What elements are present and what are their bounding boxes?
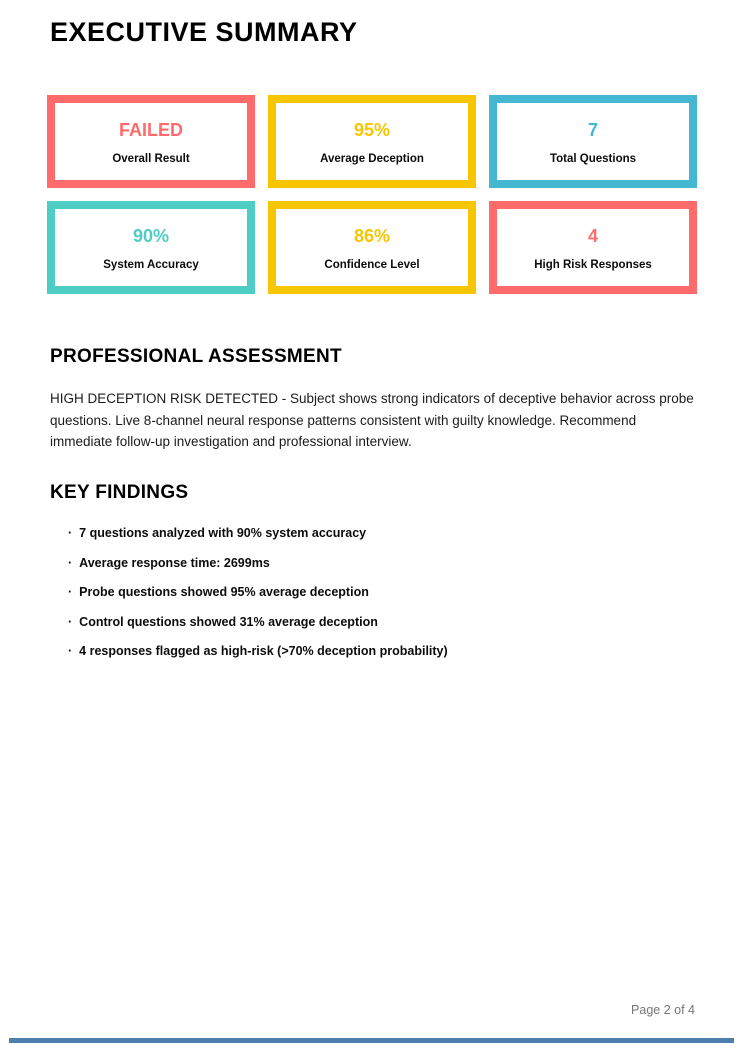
card-value: 95% — [353, 120, 391, 140]
key-findings-section — [50, 483, 696, 675]
page-boundary-bar — [9, 1038, 734, 1043]
summary-card-overall-result — [47, 95, 255, 188]
key-finding-item — [68, 557, 696, 570]
key-finding-item — [68, 586, 696, 599]
professional-assessment-heading: PROFESSIONAL ASSESSMENT — [50, 346, 342, 367]
key-finding-item — [68, 616, 696, 629]
card-label: Overall Result — [112, 153, 190, 165]
professional-assessment-section — [50, 347, 696, 453]
card-value: 4 — [587, 226, 598, 246]
summary-cards-grid — [47, 95, 697, 294]
assessment-paragraph: HIGH DECEPTION RISK DETECTED - Subject shows strong indicators of deceptive behavior across probe questions. Live 8-channel neural response patterns consistent with guilty knowledge. Recommend immediate follow-up investigation and professional interview. — [50, 391, 694, 449]
page-number: Page 2 of 4 — [631, 1003, 695, 1017]
bullet-dot: · — [68, 644, 73, 658]
key-finding-text: 7 questions analyzed with 90% system accuracy — [79, 526, 367, 540]
bullet-dot: · — [68, 614, 73, 629]
summary-card-confidence-level — [268, 201, 476, 294]
summary-card-system-accuracy — [47, 201, 255, 294]
card-label: Total Questions — [549, 153, 637, 165]
card-label: Average Deception — [320, 153, 424, 165]
summary-card-total-questions — [489, 95, 697, 188]
card-value: 7 — [587, 120, 598, 140]
card-label: System Accuracy — [103, 259, 199, 271]
summary-card-average-deception — [268, 95, 476, 188]
card-value: 90% — [132, 226, 170, 246]
card-value: FAILED — [118, 120, 183, 140]
page-title: EXECUTIVE SUMMARY — [50, 17, 358, 47]
key-finding-text: 4 responses flagged as high-risk (>70% deception probability) — [79, 644, 448, 658]
key-finding-item — [68, 527, 696, 540]
summary-card-high-risk-responses — [489, 201, 697, 294]
key-finding-item — [68, 645, 696, 658]
card-label: Confidence Level — [324, 259, 420, 271]
key-finding-text: Average response time: 2699ms — [79, 555, 270, 570]
key-finding-text: Control questions showed 31% average deception — [79, 614, 378, 629]
card-label: High Risk Responses — [534, 259, 652, 271]
bullet-dot: · — [68, 526, 73, 540]
bullet-dot: · — [68, 585, 73, 599]
card-value: 86% — [353, 226, 391, 246]
bullet-dot: · — [68, 555, 73, 570]
key-finding-text: Probe questions showed 95% average deception — [79, 585, 369, 599]
key-findings-heading: KEY FINDINGS — [50, 482, 189, 503]
key-findings-list — [50, 527, 696, 658]
